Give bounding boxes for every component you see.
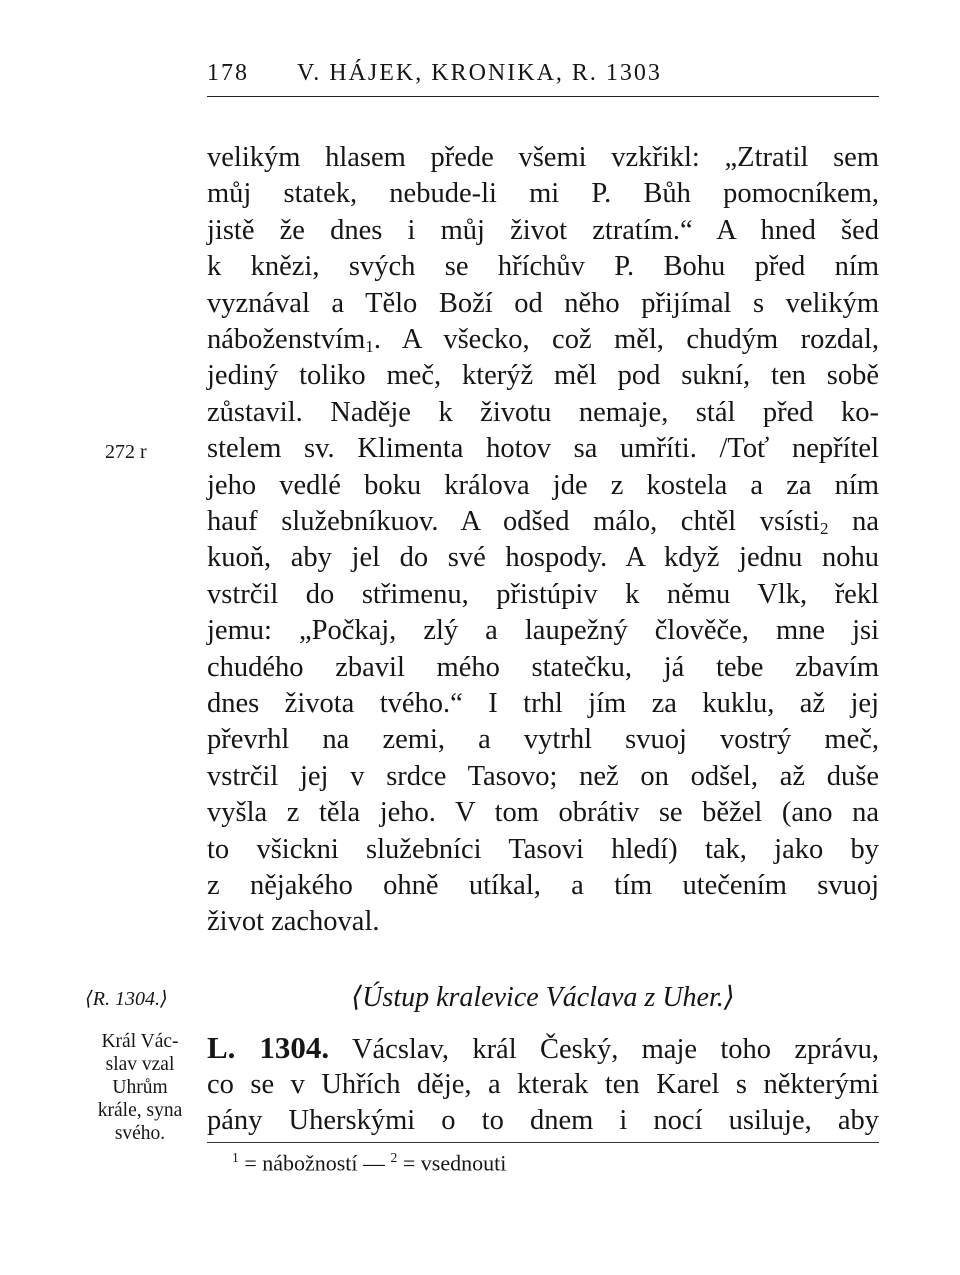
line-text: vstrčil jej v srdce Tasovo; než on odšel, až duše xyxy=(207,760,879,792)
margin-note xyxy=(75,1030,205,1145)
text-line xyxy=(207,577,879,613)
line-text: vyšla z těla jeho. V tom obrátiv se běžel (ano na xyxy=(207,797,879,829)
margin-note-line: krále, syna xyxy=(97,1100,183,1121)
text-line xyxy=(207,540,879,576)
line-text: Vácslav, král Český, maje toho zprávu, xyxy=(351,1034,879,1065)
line-text: to všickni služebníci Tasovi hledí) tak, jako by xyxy=(207,833,879,865)
line-text: stelem sv. Klimenta hotov sa umříti. /Toť nepřítel xyxy=(207,433,879,465)
line-text-cont: na xyxy=(828,506,879,537)
section-line xyxy=(207,1030,879,1068)
text-line xyxy=(207,395,879,431)
margin-year-marker: ⟨R. 1304.⟩ xyxy=(85,988,168,1010)
text-line xyxy=(207,431,879,467)
text-line xyxy=(207,140,879,176)
text-line xyxy=(207,650,879,686)
text-line xyxy=(207,468,879,504)
line-text: jeho vedlé boku králova jde z kostela a za ním xyxy=(207,469,879,501)
margin-note-line: slav vzal xyxy=(105,1054,175,1075)
running-header xyxy=(207,60,877,87)
line-text: z nějakého ohně utíkal, a tím utečením svuoj xyxy=(207,870,879,901)
line-text: kuoň, aby jel do své hospody. A když jednu nohu xyxy=(207,542,879,574)
section-line xyxy=(207,1067,879,1103)
page-number: 178 xyxy=(207,60,249,86)
line-text: jistě že dnes i můj život ztratím.“ A hned šed xyxy=(207,214,879,246)
footnote-ref: 1 xyxy=(365,337,374,356)
line-text: vyznával a Tělo Boží od něho přijímal s velikým xyxy=(207,287,879,319)
footnote-rule xyxy=(207,1142,879,1143)
footnote-ref: 2 xyxy=(819,519,829,538)
text-line xyxy=(207,868,879,904)
text-line xyxy=(207,795,879,831)
text-line xyxy=(207,722,879,758)
line-text: chudého zbavil mého statečku, já tebe zbavím xyxy=(207,651,879,683)
line-text: velikým hlasem přede všemi vzkřikl: „Ztratil sem xyxy=(207,142,879,173)
text-line xyxy=(207,686,879,722)
section-title: ⟨Ústup kralevice Václava z Uher.⟩ xyxy=(351,982,735,1013)
margin-folio: 272 r xyxy=(105,441,147,463)
margin-note-line: Uhrům xyxy=(112,1077,168,1098)
section-initial: L. 1304. xyxy=(207,1030,330,1065)
text-line xyxy=(207,249,879,285)
section-line xyxy=(207,1103,879,1139)
text-line xyxy=(207,358,879,394)
line-text: můj statek, nebude-li mi P. Bůh pomocníkem, xyxy=(207,178,879,210)
text-line xyxy=(207,904,879,940)
line-text: život zachoval. xyxy=(207,906,380,938)
footnote xyxy=(232,1150,506,1176)
text-line xyxy=(207,832,879,868)
text-line xyxy=(207,759,879,795)
line-text: pány Uherskými o to dnem i nocí usiluje, aby xyxy=(207,1105,879,1136)
line-text: dnes života tvého.“ I trhl jím za kuklu, až jej xyxy=(207,688,879,719)
margin-note-line: Král Vác- xyxy=(101,1031,179,1052)
footnote-marker-2: 2 xyxy=(390,1150,398,1165)
footnote-text-1: = nábožností — xyxy=(244,1150,386,1176)
line-text: vstrčil do střimenu, přistúpiv k němu Vlk, řekl xyxy=(207,578,879,610)
text-line xyxy=(207,286,879,322)
line-text: převrhl na zemi, a vytrhl svuoj vostrý meč, xyxy=(207,724,879,756)
margin-note-line: svého. xyxy=(114,1123,166,1144)
line-text: jediný toliko meč, kterýž měl pod sukní, ten sobě xyxy=(207,360,879,392)
running-title: V. HÁJEK, KRONIKA, R. 1303 xyxy=(297,60,662,86)
line-text: náboženstvím xyxy=(207,324,366,355)
text-line xyxy=(207,213,879,249)
line-text: zůstavil. Naděje k životu nemaje, stál před ko- xyxy=(207,396,879,428)
line-text: hauf služebníkuov. A odšed málo, chtěl vsísti xyxy=(207,506,820,537)
line-text: co se v Uhřích děje, a kterak ten Karel s některými xyxy=(207,1068,879,1100)
text-line xyxy=(207,613,879,649)
footnote-text-2: = vsednouti xyxy=(402,1150,507,1176)
line-text-cont: . A všecko, což měl, chudým rozdal, xyxy=(373,324,879,355)
text-line xyxy=(207,176,879,212)
line-text: k knězi, svých se hříchův P. Bohu před ním xyxy=(207,251,879,283)
header-rule xyxy=(207,96,879,97)
line-text: jemu: „Počkaj, zlý a laupežný člověče, mne jsi xyxy=(207,615,879,647)
footnote-marker-1: 1 xyxy=(232,1150,239,1165)
